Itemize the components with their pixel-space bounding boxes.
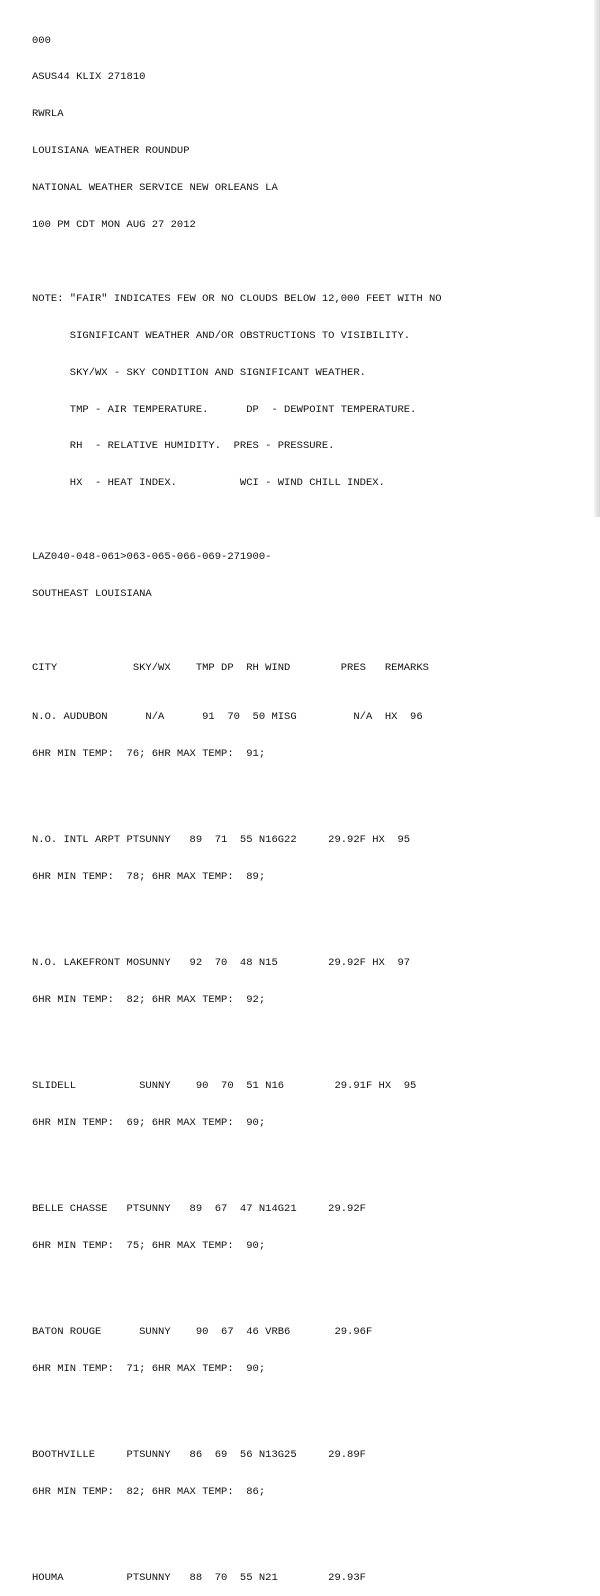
- station-minmax-row: 6HR MIN TEMP: 75; 6HR MAX TEMP: 90;: [32, 1239, 266, 1252]
- station-minmax-row: 6HR MIN TEMP: 71; 6HR MAX TEMP: 90;: [32, 1362, 266, 1375]
- note-line-6: HX - HEAT INDEX. WCI - WIND CHILL INDEX.: [32, 477, 385, 490]
- station-obs-row: N.O. AUDUBON N/A 91 70 50 MISG N/A HX 96: [32, 710, 423, 723]
- station-minmax-row: 6HR MIN TEMP: 76; 6HR MAX TEMP: 91;: [32, 747, 266, 760]
- blank-line: [32, 1277, 592, 1289]
- station-minmax-row: 6HR MIN TEMP: 82; 6HR MAX TEMP: 92;: [32, 993, 266, 1006]
- region-name: SOUTHEAST LOUISIANA: [32, 587, 152, 600]
- header-line-1: 000: [32, 34, 51, 47]
- station-obs-row: BATON ROUGE SUNNY 90 67 46 VRB6 29.96F: [32, 1325, 373, 1338]
- issuing-office: NATIONAL WEATHER SERVICE NEW ORLEANS LA: [32, 182, 278, 195]
- zone-code: LAZ040-048-061>063-065-066-069-271900-: [32, 551, 272, 564]
- blank-line: [32, 514, 592, 526]
- blank-line: [32, 1154, 592, 1166]
- blank-line: [32, 256, 592, 268]
- weather-roundup-document: [32, 10, 592, 1596]
- station-obs-row: BOOTHVILLE PTSUNNY 86 69 56 N13G25 29.89F: [32, 1448, 366, 1461]
- blank-line: [32, 908, 592, 920]
- product-title: LOUISIANA WEATHER ROUNDUP: [32, 145, 190, 158]
- header-line-3: RWRLA: [32, 108, 64, 121]
- station-obs-row: BELLE CHASSE PTSUNNY 89 67 47 N14G21 29.92F: [32, 1202, 366, 1215]
- note-line-1: NOTE: "FAIR" INDICATES FEW OR NO CLOUDS BELOW 12,000 FEET WITH NO: [32, 292, 442, 305]
- note-line-3: SKY/WX - SKY CONDITION AND SIGNIFICANT WEATHER.: [32, 366, 366, 379]
- note-line-2: SIGNIFICANT WEATHER AND/OR OBSTRUCTIONS TO VISIBILITY.: [32, 329, 411, 342]
- column-header: CITY SKY/WX TMP DP RH WIND PRES REMARKS: [32, 661, 429, 674]
- blank-line: [32, 785, 592, 797]
- blank-line: [32, 1400, 592, 1412]
- station-minmax-row: 6HR MIN TEMP: 69; 6HR MAX TEMP: 90;: [32, 1116, 266, 1129]
- page-edge-shadow: [594, 0, 600, 517]
- station-obs-row: N.O. LAKEFRONT MOSUNNY 92 70 48 N15 29.92F HX 97: [32, 956, 411, 969]
- station-obs-row: SLIDELL SUNNY 90 70 51 N16 29.91F HX 95: [32, 1079, 417, 1092]
- note-line-5: RH - RELATIVE HUMIDITY. PRES - PRESSURE.: [32, 440, 335, 453]
- issue-time: 100 PM CDT MON AUG 27 2012: [32, 219, 196, 232]
- note-line-4: TMP - AIR TEMPERATURE. DP - DEWPOINT TEMPERATURE.: [32, 403, 417, 416]
- blank-line: [32, 1031, 592, 1043]
- station-minmax-row: 6HR MIN TEMP: 78; 6HR MAX TEMP: 89;: [32, 870, 266, 883]
- station-obs-row: HOUMA PTSUNNY 88 70 55 N21 29.93F: [32, 1571, 366, 1584]
- station-obs-row: N.O. INTL ARPT PTSUNNY 89 71 55 N16G22 29.92F HX 95: [32, 833, 411, 846]
- blank-line: [32, 625, 592, 637]
- station-minmax-row: 6HR MIN TEMP: 82; 6HR MAX TEMP: 86;: [32, 1485, 266, 1498]
- blank-line: [32, 1523, 592, 1535]
- header-line-2: ASUS44 KLIX 271810: [32, 71, 146, 84]
